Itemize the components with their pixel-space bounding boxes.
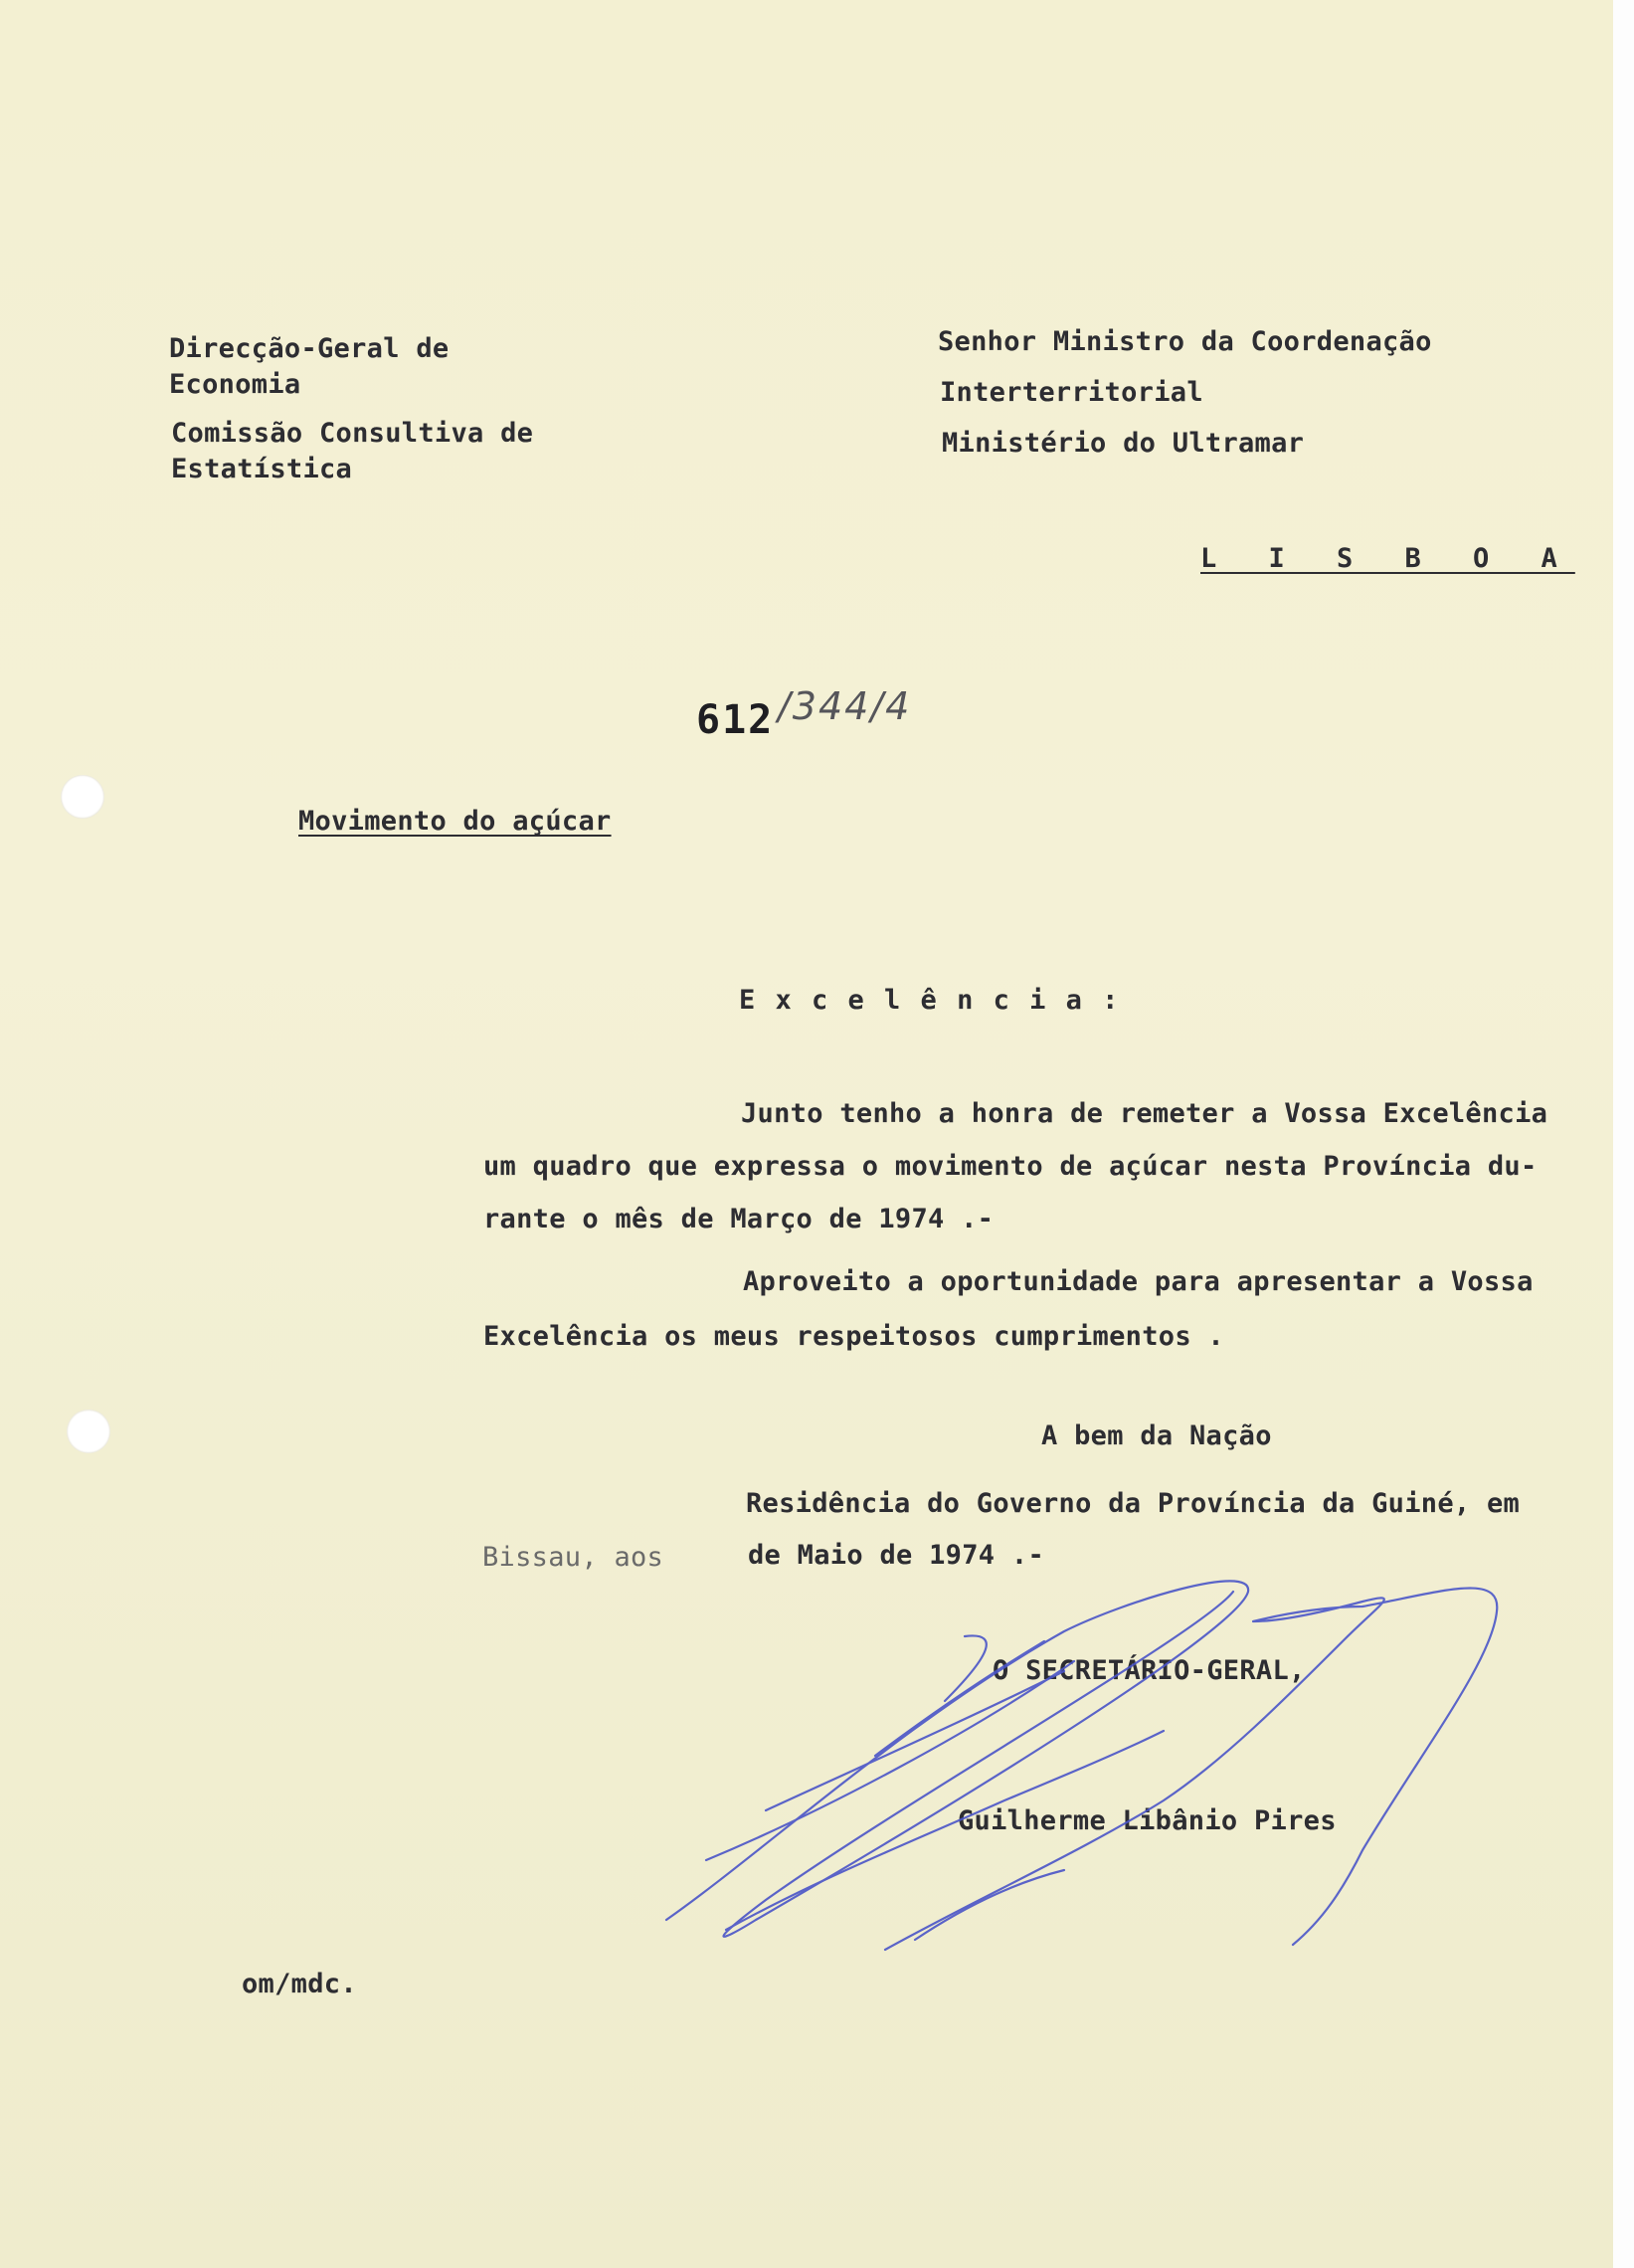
closing-date: de Maio de 1974 .- xyxy=(748,1540,1044,1571)
subject-line: Movimento do açúcar xyxy=(298,806,612,837)
signatory-title: O SECRETÁRIO-GERAL, xyxy=(993,1655,1306,1686)
signatory-name: Guilherme Libânio Pires xyxy=(958,1805,1337,1836)
reference-number: 612 xyxy=(696,697,775,743)
body-p1-line1: Junto tenho a honra de remeter a Vossa Excelência xyxy=(741,1098,1548,1129)
sender-line-2: Economia xyxy=(169,369,301,400)
sender-line-3: Comissão Consultiva de xyxy=(171,418,534,449)
typist-initials: om/mdc. xyxy=(242,1969,357,1999)
recipient-city: L I S B O A xyxy=(1200,543,1575,574)
reference-handwritten: /344/4 xyxy=(778,684,912,728)
closing-place-prefix: Bissau, aos xyxy=(482,1542,664,1573)
body-p1-line2: um quadro que expressa o movimento de açúcar nesta Província du- xyxy=(483,1151,1538,1182)
recipient-line-2: Interterritorial xyxy=(940,377,1203,408)
body-p2-line2: Excelência os meus respeitosos cumprimentos . xyxy=(483,1321,1224,1352)
sender-line-1: Direcção-Geral de xyxy=(169,333,450,364)
page-edge xyxy=(1613,0,1634,2268)
recipient-line-3: Ministério do Ultramar xyxy=(942,428,1305,459)
handwritten-signature xyxy=(646,1552,1542,1970)
sender-line-4: Estatística xyxy=(171,454,353,484)
body-p1-line3: rante o mês de Março de 1974 .- xyxy=(483,1204,995,1234)
punch-hole-bottom xyxy=(67,1410,110,1453)
salutation: E x c e l ê n c i a : xyxy=(739,985,1121,1016)
closing-motto: A bem da Nação xyxy=(1041,1420,1272,1451)
recipient-line-1: Senhor Ministro da Coordenação xyxy=(938,326,1432,357)
body-p2-line1: Aproveito a oportunidade para apresentar a Vossa xyxy=(743,1266,1534,1297)
closing-place-line1: Residência do Governo da Província da Guiné, em xyxy=(746,1488,1521,1519)
punch-hole-top xyxy=(61,775,104,819)
